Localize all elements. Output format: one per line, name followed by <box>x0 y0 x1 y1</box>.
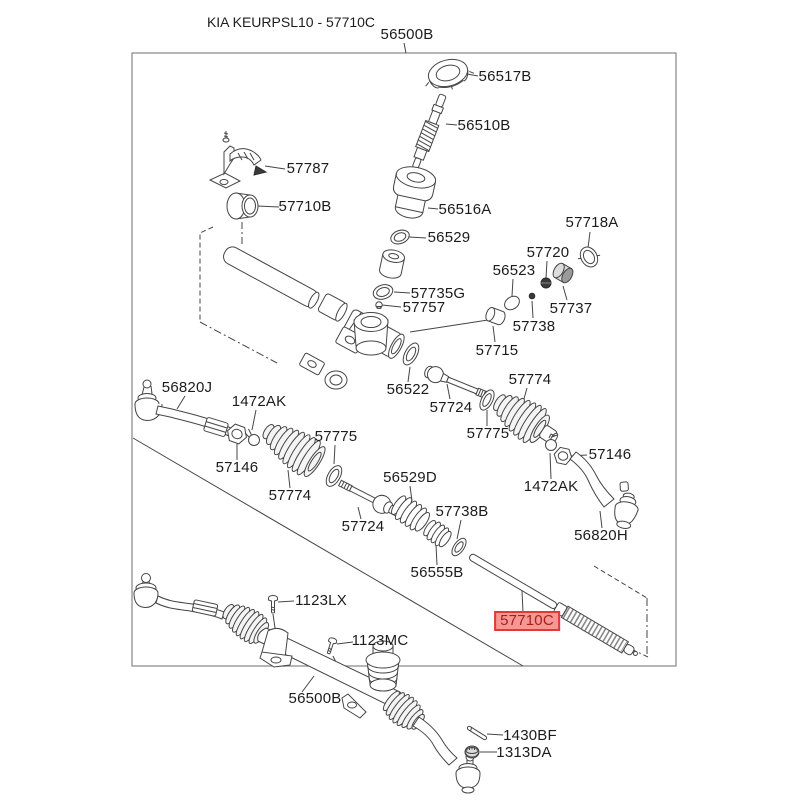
part-57710c-rack-bar-drawing <box>467 550 641 660</box>
part-label-1472ak-left[interactable]: 1472AK <box>231 393 287 410</box>
part-label-1472ak-right[interactable]: 1472AK <box>523 478 579 495</box>
part-56510b-pinion-shaft-drawing <box>409 92 450 170</box>
part-57718a-ring-nut-drawing <box>575 243 604 272</box>
part-label-57774-left[interactable]: 57774 <box>268 487 312 504</box>
part-label-56516a[interactable]: 56516A <box>438 201 492 218</box>
part-57724-upper-inner-tie-rod-drawing <box>422 363 489 403</box>
part-label-57710c[interactable]: 57710C <box>494 611 560 631</box>
part-label-57720[interactable]: 57720 <box>526 244 570 261</box>
part-56517b-dust-cover-drawing <box>420 54 476 96</box>
part-1430bf-pin-drawing <box>467 726 488 741</box>
part-1313da-nut-drawing <box>465 746 479 759</box>
part-label-1123mc[interactable]: 1123MC <box>351 632 409 649</box>
part-57737-sleeve-drawing <box>551 261 575 284</box>
part-56516a-valve-body-drawing <box>388 163 438 221</box>
part-56529-ring-drawing <box>389 228 411 247</box>
part-label-57738b[interactable]: 57738B <box>435 503 489 520</box>
part-label-57718a[interactable]: 57718A <box>565 214 619 231</box>
part-label-57757[interactable]: 57757 <box>402 299 446 316</box>
part-57738-ball-drawing <box>529 293 535 299</box>
part-label-1313da[interactable]: 1313DA <box>496 744 552 761</box>
part-label-57787[interactable]: 57787 <box>286 160 330 177</box>
part-label-56555b[interactable]: 56555B <box>410 564 464 581</box>
part-label-57724-lower[interactable]: 57724 <box>341 518 385 535</box>
part-label-56820h[interactable]: 56820H <box>574 527 628 544</box>
part-rack-housing-drawing <box>299 308 407 389</box>
part-57715-cap-drawing <box>484 306 507 326</box>
part-label-56529d[interactable]: 56529D <box>383 469 437 486</box>
part-label-1123lx[interactable]: 1123LX <box>295 592 347 609</box>
part-label-56523[interactable]: 56523 <box>492 262 536 279</box>
part-label-57774-right[interactable]: 57774 <box>508 371 552 388</box>
part-label-57775-right[interactable]: 57775 <box>466 425 510 442</box>
part-57720-nut-drawing <box>541 278 551 288</box>
part-label-57737[interactable]: 57737 <box>549 300 593 317</box>
part-56820h-outer-tie-rod-drawing <box>570 452 643 530</box>
part-57735g-ring-drawing <box>371 282 394 301</box>
part-tube-coupler-drawing <box>317 293 349 323</box>
part-label-56500b-bottom[interactable]: 56500B <box>288 690 342 707</box>
part-label-57146-right[interactable]: 57146 <box>588 446 632 463</box>
part-label-56820j[interactable]: 56820J <box>161 379 213 396</box>
part-label-57735g[interactable]: 57735G <box>410 285 466 302</box>
part-label-57715[interactable]: 57715 <box>475 342 519 359</box>
part-label-57738[interactable]: 57738 <box>512 318 556 335</box>
part-57738b-washer-drawing <box>449 536 469 558</box>
part-label-56510b[interactable]: 56510B <box>457 117 511 134</box>
page-title: KIA KEURPSL10 - 57710C <box>206 14 376 30</box>
part-57757-screw-drawing <box>376 302 382 309</box>
part-56523-oring-drawing <box>502 293 522 312</box>
part-57710b-bushing-drawing <box>227 193 258 219</box>
part-label-56517b[interactable]: 56517B <box>478 68 532 85</box>
part-56522-ring-drawing <box>400 341 422 368</box>
part-1123mc-bolt-drawing <box>325 637 338 655</box>
part-mount-bushing-drawing <box>378 248 405 280</box>
part-1472ak-left-clamp-drawing <box>245 429 260 446</box>
part-label-57146-left[interactable]: 57146 <box>215 459 259 476</box>
part-1123lx-bolt-drawing <box>269 596 278 614</box>
part-label-56529[interactable]: 56529 <box>427 229 471 246</box>
part-57787-bracket-drawing <box>210 131 266 188</box>
part-label-56500b-top[interactable]: 56500B <box>380 26 434 43</box>
part-57146-right-nut-drawing <box>553 446 574 465</box>
part-label-57775-left[interactable]: 57775 <box>314 428 358 445</box>
part-label-56522[interactable]: 56522 <box>386 381 430 398</box>
part-label-57710b[interactable]: 57710B <box>278 198 332 215</box>
part-57774-left-bellows-drawing <box>254 413 329 481</box>
part-label-1430bf[interactable]: 1430BF <box>503 727 557 744</box>
part-label-57724-upper[interactable]: 57724 <box>429 399 473 416</box>
part-rack-tube-drawing <box>221 244 321 310</box>
